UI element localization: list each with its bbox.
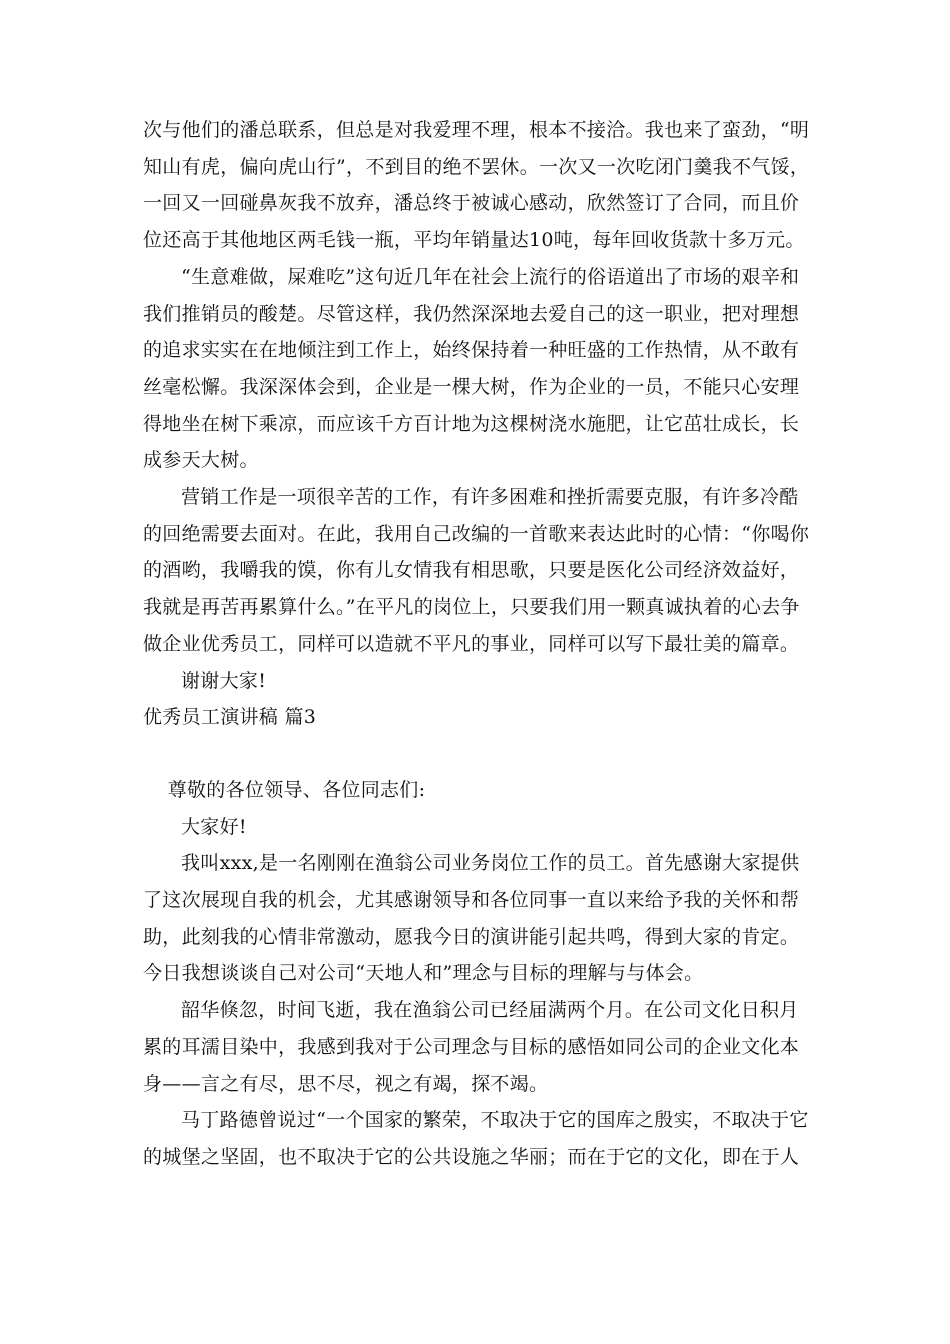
paragraph-market-hardship: “生意难做，屎难吃”这句近几年在社会上流行的俗语道出了市场的艰辛和我们推销员的酸楚。尽管这样，我仍然深深地去爱自己的这一职业，把对理想的追求实实在在地倾注到工作上，始终保持着一种旺盛的工作热情，从不敢有丝毫松懈。我深深体会到，企业是一棵大树，作为企业的一员，不能只心安理得地坐在树下乘凉，而应该千方百计地为这棵树浇水施肥，让它茁壮成长，长成参天大树。 xyxy=(143,265,800,472)
body-text-part1 xyxy=(143,112,815,1176)
section-heading: 优秀员工演讲稿 篇3 xyxy=(143,706,317,729)
paragraph-thanks: 谢谢大家! xyxy=(181,669,267,692)
paragraph-contract-story: 次与他们的潘总联系，但总是对我爱理不理，根本不接洽。我也来了蛮劲，“明知山有虎，偏向虎山行”，不到目的绝不罢休。一次又一次吃闭门羹我不气馁，一回又一回碰鼻灰我不放弃，潘总终于被诚心感动，欣然签订了合同，而且价位还高于其他地区两毛钱一瓶，平均年销量达10吨，每年回收货款十多万元。 xyxy=(143,119,810,252)
paragraph-self-intro: 我叫xxx,是一名刚刚在渔翁公司业务岗位工作的员工。首先感谢大家提供了这次展现自我的机会，尤其感谢领导和各位同事一直以来给予我的关怀和帮助，此刻我的心情非常激动，愿我今日的演讲能引起共鸣，得到大家的肯定。今日我想谈谈自己对公司“天地人和”理念与目标的理解与与体会。 xyxy=(143,852,800,985)
blank-line xyxy=(143,736,815,772)
greeting: 大家好! xyxy=(181,815,247,838)
paragraph-two-months: 韶华倏忽，时间飞逝，我在渔翁公司已经届满两个月。在公司文化日积月累的耳濡目染中，我感到我对于公司理念与目标的感悟如同公司的企业文化本身——言之有尽，思不尽，视之有竭，探不竭。 xyxy=(143,999,800,1095)
salutation: 尊敬的各位领导、各位同志们: xyxy=(167,778,426,801)
paragraph-luther-quote: 马丁路德曾说过“一个国家的繁荣，不取决于它的国库之殷实，不取决于它的城堡之坚固，也不取决于它的公共设施之华丽；而在于它的文化，即在于人 xyxy=(143,1109,809,1168)
paragraph-sales-work: 营销工作是一项很辛苦的工作，有许多困难和挫折需要克服，有许多冷酷的回绝需要去面对。在此，我用自己改编的一首歌来表达此时的心情：“你喝你的酒哟，我嚼我的馍，你有儿女情我有相思歌，只要是医化公司经济效益好，我就是再苦再累算什么。”在平凡的岗位上，只要我们用一颗真诚执着的心去争做企业优秀员工，同样可以造就不平凡的事业，同样可以写下最壮美的篇章。 xyxy=(143,486,810,655)
